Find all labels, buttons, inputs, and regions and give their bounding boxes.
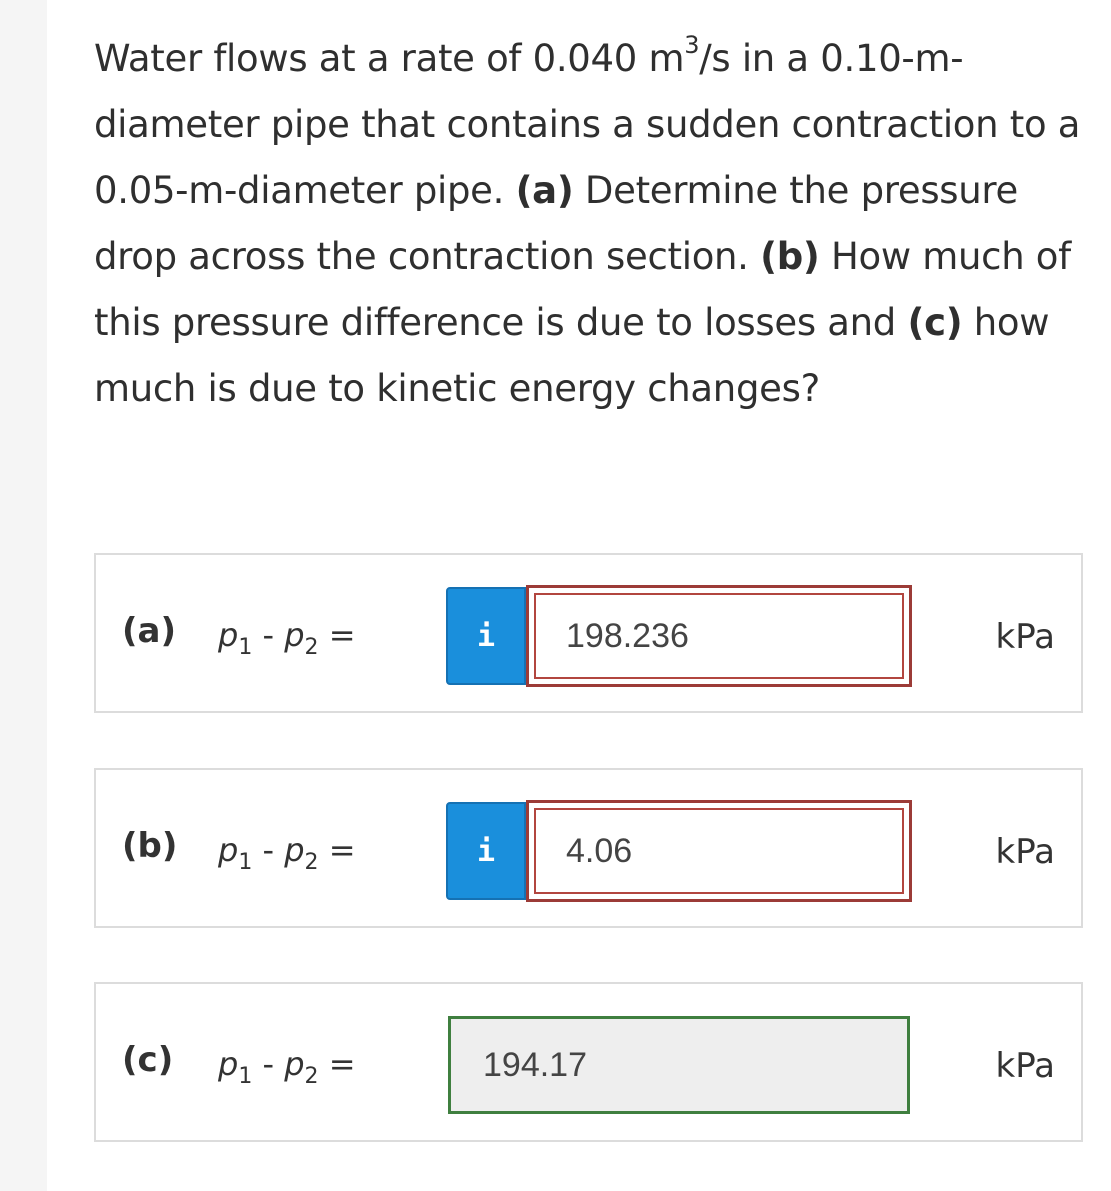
info-icon[interactable]: i [446,802,526,900]
answer-input-a[interactable] [526,585,912,687]
unit-label: kPa [995,832,1055,872]
unit-label: kPa [995,1046,1055,1086]
answer-row-a [94,553,1083,713]
answer-input-c[interactable]: 194.17 [448,1016,910,1114]
answer-value[interactable]: 4.06 [534,808,904,894]
left-margin-strip [0,0,47,1191]
question-text: Water flows at a rate of 0.040 $m^3/s$ in a 0.10-m-diameter pipe that contains a sudden contraction to a 0.05-m-diameter pipe. (a) Determine the pressure drop across the contraction section. (b) How much of this pressure difference is due to losses and (c) how much is due to kinetic energy changes? [94,31,1081,410]
part-marker-a: (a) [515,169,574,212]
part-label: (a) [122,611,177,651]
part-label: (b) [122,826,178,866]
part-marker-c: (c) [907,301,963,344]
unit-label: kPa [995,617,1055,657]
answer-row-b [94,768,1083,928]
part-label: (c) [122,1040,174,1080]
answer-input-b[interactable] [526,800,912,902]
superscript: 3 [684,31,700,59]
answer-value[interactable]: 198.236 [534,593,904,679]
info-icon[interactable]: i [446,587,526,685]
pressure-difference-expression: $p_1 - p_2$ = [218,616,356,660]
answer-row-c [94,982,1083,1142]
pressure-difference-expression: $p_1 - p_2$ = [218,1045,356,1089]
pressure-difference-expression: $p_1 - p_2$ = [218,831,356,875]
part-marker-b: (b) [760,235,820,278]
